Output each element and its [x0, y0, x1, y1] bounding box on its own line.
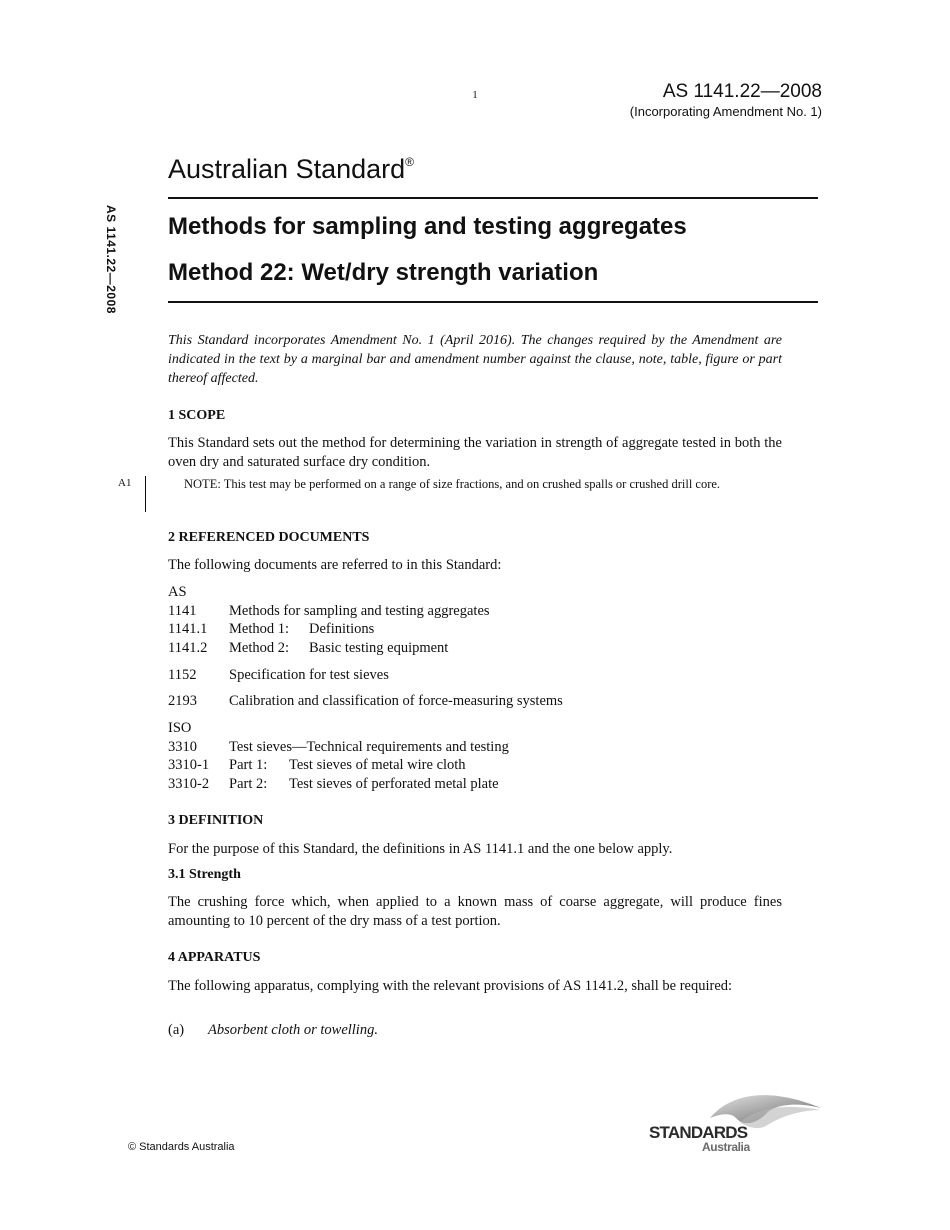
title-rule-bottom — [168, 301, 818, 303]
definition-paragraph: For the purpose of this Standard, the definitions in AS 1141.1 and the one below apply. — [168, 841, 673, 857]
brand-name: Australian Standard — [168, 154, 406, 184]
section-heading-referenced-documents: 2 REFERENCED DOCUMENTS — [168, 530, 370, 545]
copyright-notice: © Standards Australia — [128, 1141, 235, 1153]
list-item — [168, 756, 466, 774]
item-label: (a) — [168, 1022, 185, 1038]
ref-code: 1141.1 — [168, 621, 208, 637]
ref-title: Calibration and classification of force-measuring systems — [229, 693, 563, 709]
section-heading-definition: 3 DEFINITION — [168, 813, 264, 828]
ref-title: Basic testing equipment — [309, 640, 449, 656]
ref-code: 2193 — [168, 693, 197, 709]
ref-part: Part 2: — [229, 776, 268, 792]
scope-paragraph: This Standard sets out the method for determining the variation in strength of aggregate tested in both the oven dry and saturated surface dry condition. — [168, 435, 782, 470]
spine-label — [104, 205, 118, 325]
referenced-documents-intro: The following documents are referred to in this Standard: — [168, 557, 502, 573]
ref-title: Specification for test sieves — [229, 667, 389, 683]
amendment-tag: A1 — [118, 477, 132, 489]
title-rule-top — [168, 197, 818, 199]
ref-code: 3310-1 — [168, 757, 210, 773]
ref-part: Method 1: — [229, 621, 290, 637]
list-item — [168, 602, 490, 620]
apparatus-item — [168, 1022, 378, 1039]
strength-definition: The crushing force which, when applied to a known mass of coarse aggregate, will produce fines amounting to 10 percent of the dry mass of a test portion. — [168, 894, 782, 929]
item-text: Absorbent cloth or towelling. — [208, 1022, 378, 1038]
amendment-note: (Incorporating Amendment No. 1) — [629, 104, 822, 119]
ref-code: 3310-2 — [168, 776, 210, 792]
document-subtitle: Method 22: Wet/dry strength variation — [168, 259, 599, 286]
logo-wordmark: STANDARDS — [649, 1123, 748, 1142]
ref-part: Method 2: — [229, 640, 290, 656]
ref-title: Test sieves of perforated metal plate — [289, 776, 499, 792]
ref-code: 3310 — [168, 739, 197, 755]
ref-code: 1141 — [168, 603, 197, 619]
section-heading-apparatus: 4 APPARATUS — [168, 950, 261, 965]
spine-text: AS 1141.22—2008 — [104, 205, 118, 314]
document-title: Methods for sampling and testing aggregates — [168, 213, 687, 240]
registered-mark: ® — [405, 155, 414, 169]
list-item — [168, 775, 499, 793]
list-item — [168, 692, 563, 710]
ref-code: 1141.2 — [168, 640, 208, 656]
scope-note: NOTE: This test may be performed on a range of size fractions, and on crushed spalls or crushed drill core. — [184, 477, 721, 491]
ref-code: AS — [168, 584, 187, 600]
ref-title: Definitions — [309, 621, 375, 637]
apparatus-paragraph: The following apparatus, complying with the relevant provisions of AS 1141.2, shall be required: — [168, 978, 733, 994]
standards-australia-logo — [648, 1088, 823, 1154]
amendment-intro: This Standard incorporates Amendment No. 1 (April 2016). The changes required by the Amendment are indicated in the text by a marginal bar and amendment number against the clause, note, table, figure or part thereof affected. — [168, 333, 782, 386]
standard-number: AS 1141.22—2008 — [662, 81, 822, 102]
list-item — [168, 738, 509, 756]
list-item — [168, 583, 229, 601]
list-item — [168, 639, 448, 657]
ref-part: Part 1: — [229, 757, 268, 773]
ref-code: ISO — [168, 720, 192, 736]
page-number: 1 — [472, 89, 478, 101]
subsection-heading-strength: 3.1 Strength — [168, 867, 241, 882]
logo-subtitle: Australia — [702, 1140, 750, 1154]
list-item — [168, 620, 374, 638]
ref-title: Test sieves of metal wire cloth — [289, 757, 466, 773]
amendment-marginal-bar — [145, 476, 146, 512]
brand-title — [168, 154, 414, 185]
section-heading-scope: 1 SCOPE — [168, 408, 226, 423]
list-item — [168, 666, 389, 684]
list-item — [168, 719, 229, 737]
ref-title: Methods for sampling and testing aggregates — [229, 603, 490, 619]
ref-title: Test sieves—Technical requirements and testing — [229, 739, 509, 755]
ref-code: 1152 — [168, 667, 197, 683]
